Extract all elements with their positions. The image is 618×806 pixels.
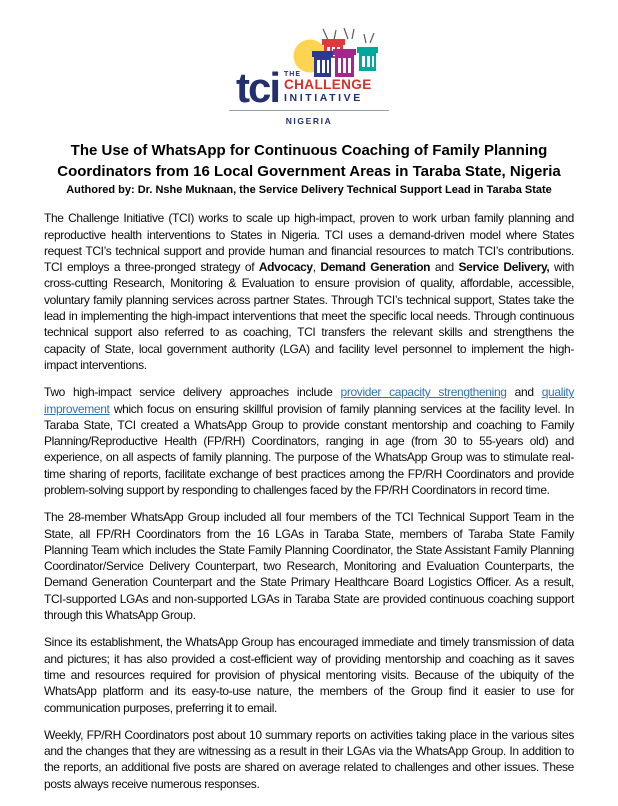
body-text: Weekly, FP/RH Coordinators post about 10 summary reports on activities taking place in the various sites and the changes that they are witnessing as a result in their LGAs via the WhatsApp Group. In addition to the reports, an additional five posts are shared on average related to challenges and other issues. These posts always receive numerous responses.: [44, 727, 574, 791]
logo-the-label: THE: [284, 71, 301, 78]
paragraph: [44, 727, 574, 792]
paragraph: [44, 210, 574, 373]
city-buildings-icon: [290, 28, 382, 78]
tci-wordmark: tci: [235, 64, 279, 111]
tci-logo-main: [229, 28, 389, 111]
logo-challenge-label: CHALLENGE: [284, 77, 372, 92]
logo-country-label: NIGERIA: [285, 116, 333, 127]
tci-logo-right: [284, 28, 382, 104]
inline-link[interactable]: provider capacity strengthening: [340, 385, 507, 400]
page-title: The Use of WhatsApp for Continuous Coaching of Family Planning Coordinators from 16 Local Government Areas in Taraba State, Nigeria: [57, 142, 561, 181]
paragraph: [44, 509, 574, 623]
body-text: and: [430, 260, 459, 275]
tci-logo: [229, 28, 389, 126]
author-byline: Authored by: Dr. Nshe Muknaan, the Service Delivery Technical Support Lead in Taraba State: [66, 184, 552, 197]
body-text: Two high-impact service delivery approaches include: [44, 385, 341, 400]
article-body: [44, 210, 574, 792]
paragraph: [44, 634, 574, 715]
body-text: with cross-cutting Research, Monitoring & Evaluation to ensure provision of quality, affordable, accessible, voluntary family planning services across partner States. Through TCI’s technical support, States take the lead in implementing the high-impact interventions that meet the specific local needs. Through continuous technical support also referred to as coaching, TCI transfers the relevant skills and strengthens the capacity of State, local government authority (LGA) and facility level personnel to implement the high-impact interventions.: [44, 260, 574, 372]
body-text: which focus on ensuring skillful provision of family planning services at the facility level. In Taraba State, TCI created a WhatsApp Group to provide constant mentorship and coaching to Family Planning/Reproductive Health (FP/RH) Coordinators, ranging in age (from 30 to 55-years old) and experience, on all aspects of family planning. The purpose of the WhatsApp Group was to stimulate real-time sharing of reports, facilitate exchange of best practices among the FP/RH Coordinators and provide problem-solving support by responding to challenges faced by the FP/RH Coordinators in record time.: [44, 401, 574, 497]
body-text: The Challenge Initiative (TCI) works to scale up high-impact, proven to work urban family planning and reproductive health interventions to States in Nigeria. TCI uses a demand-driven model where States request TCI’s technical support and provide human and financial resources to match TCI’s contributions. TCI employs a three-pronged strategy of: [44, 211, 574, 275]
inline-link[interactable]: quality improvement: [44, 385, 574, 416]
bold-text: Demand Generation: [320, 260, 431, 275]
body-text: The 28-member WhatsApp Group included all four members of the TCI Technical Support Team in the State, all FP/RH Coordinators from the 16 LGAs in Taraba State, members of Taraba State Family Planning Team which includes the State Family Planning Coordinator, the State Assistant Family Planning Coordinator/Service Delivery Counterpart, two Research, Monitoring and Evaluation Counterparts, the Demand Generation Counterpart and the State Primary Healthcare Board Logistics Officer. As a result, TCI-supported LGAs and non-supported LGAs in Taraba State are provided continuous coaching support through this WhatsApp Group.: [44, 510, 574, 623]
logo-initiative-label: INITIATIVE: [284, 92, 363, 105]
body-text: and: [506, 385, 542, 400]
body-text: Since its establishment, the WhatsApp Group has encouraged immediate and timely transmission of data and pictures; it has also provided a cost-efficient way of providing mentorship and coaching as it saves time and resources required for provision of physical mentoring visits. Because of the ubiquity of the WhatsApp platform and its easy-to-use nature, the members of the Group find it easier to use for communication purposes, preferring it to email.: [44, 635, 574, 715]
bold-text: Service Delivery,: [458, 260, 550, 275]
bold-text: Advocacy: [258, 260, 313, 275]
body-text: ,: [312, 260, 321, 275]
paragraph: [44, 384, 574, 498]
